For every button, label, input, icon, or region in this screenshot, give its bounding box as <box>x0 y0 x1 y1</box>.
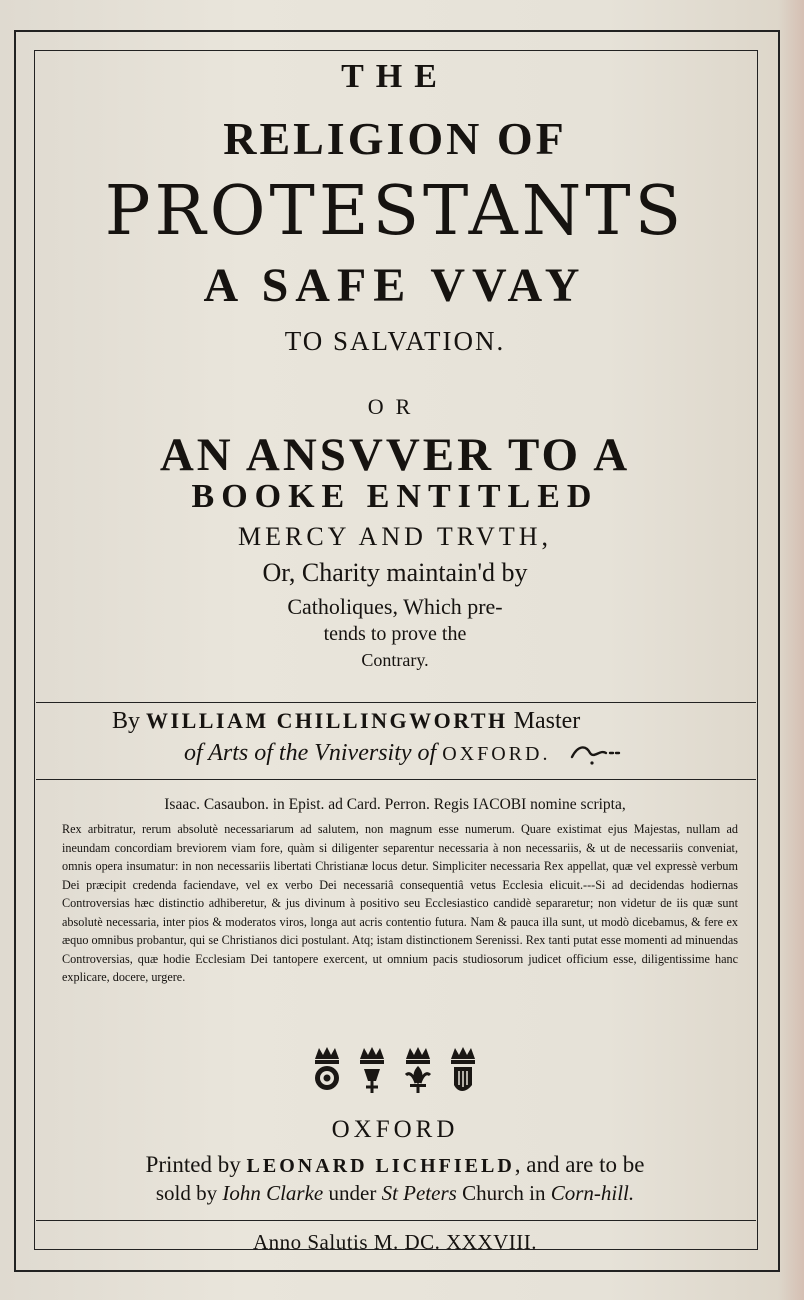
harp-crown-icon <box>446 1045 480 1095</box>
divider-middle <box>36 779 756 780</box>
subtitle-booke-entitled: BOOKE ENTITLED <box>191 478 599 515</box>
page-edge-stain <box>778 0 804 1300</box>
title-protestants: PROTESTANTS <box>104 172 686 251</box>
imprint-line-1 <box>34 1152 756 1178</box>
author-oxford: OXFORD. <box>442 743 551 765</box>
subtitle-tends-to-prove: tends to prove the <box>323 623 467 645</box>
divider-top <box>36 702 756 703</box>
rose-crown-icon <box>310 1045 344 1095</box>
imprint-church-in: Church in <box>462 1181 546 1205</box>
title-religion-of: RELIGION OF <box>223 113 567 164</box>
imprint-sold-by: sold by <box>155 1181 218 1205</box>
subtitle-catholiques: Catholiques, Which pre- <box>287 594 503 619</box>
author-degree: of Arts of the Vniversity of <box>184 740 437 766</box>
imprint-under: under <box>328 1181 377 1205</box>
author-line-1 <box>112 708 580 735</box>
epigraph-body: Rex arbitratur, rerum absolutè necessariarum ad salutem, non magnum esse numerum. Quare existimat ejus Majestas, nullam ad ineundam concordiam breviorem viam fore, quàm si diligenter separentur necessaria à non necessariis, & ut de necessariis conveniat, omnis opera insumatur: in non necessariis libertati Christianæ locus detur. Simpliciter necessaria Rex appellat, quæ vel expressè verbum Dei præcipit credenda faciendave, vel ex verbo Dei necessariâ consequentiâ vetus Ecclesia elicuit.---Si ad decidendas hodiernas Controversias hæc distinctio adhiberetur, & jus divinum à positivo seu Ecclesiastico candidè separaretur; non videtur de iis quæ sunt absolutè necessaria, inter pios & moderatos viros, longa aut acris contentio futura. Nam & pauca illa sunt, ut modò dicebamus, & fere ex æquo omnibus probantur, qui se Christianos dici postulant. Atq; istam distinctionem Serenissi. Rex tanti putat esse momenti ad minuendas Controversias, quæ hodie Ecclesiam Dei tantopere exercent, ut omnium pacis studiosorum judicet officium esse, diligentissime hanc explicare, docere, urgere. <box>62 822 738 984</box>
epigraph-heading: Isaac. Casaubon. in Epist. ad Card. Perron. Regis IACOBI nomine scripta, <box>164 796 626 813</box>
divider-bottom <box>36 1220 756 1221</box>
subtitle-or: OR <box>367 394 423 419</box>
imprint-seller: Iohn Clarke <box>222 1181 324 1205</box>
imprint-and-are: , and are to be <box>514 1152 645 1177</box>
title-to-salvation: TO SALVATION. <box>284 326 506 356</box>
author-by: By <box>112 708 141 734</box>
title-the: THE <box>341 58 449 95</box>
flourish-icon <box>568 741 624 767</box>
imprint-line-2 <box>34 1181 756 1206</box>
author-line-2 <box>184 740 624 767</box>
ornament-row <box>34 1045 756 1099</box>
author-master: Master <box>513 708 581 734</box>
subtitle-an-answer: AN ANSVVER TO A <box>159 429 631 481</box>
subtitle-mercy-and-truth: MERCY AND TRVTH, <box>238 522 552 551</box>
thistle-crown-icon <box>355 1045 389 1095</box>
title-a-safe-way: A SAFE VVAY <box>203 259 587 312</box>
imprint-church: St Peters <box>381 1181 457 1205</box>
imprint-street: Corn-hill. <box>550 1181 635 1205</box>
imprint-printed-by: Printed by <box>145 1152 241 1177</box>
imprint-date: Anno Salutis M. DC. XXXVIII. <box>252 1230 538 1254</box>
author-name: WILLIAM CHILLINGWORTH <box>146 708 508 733</box>
subtitle-charity: Or, Charity maintain'd by <box>262 558 528 587</box>
subtitle-contrary: Contrary. <box>361 650 429 670</box>
imprint-city: OXFORD <box>331 1116 459 1143</box>
imprint-printer: LEONARD LICHFIELD <box>246 1155 515 1177</box>
fleur-de-lis-crown-icon <box>401 1045 435 1095</box>
